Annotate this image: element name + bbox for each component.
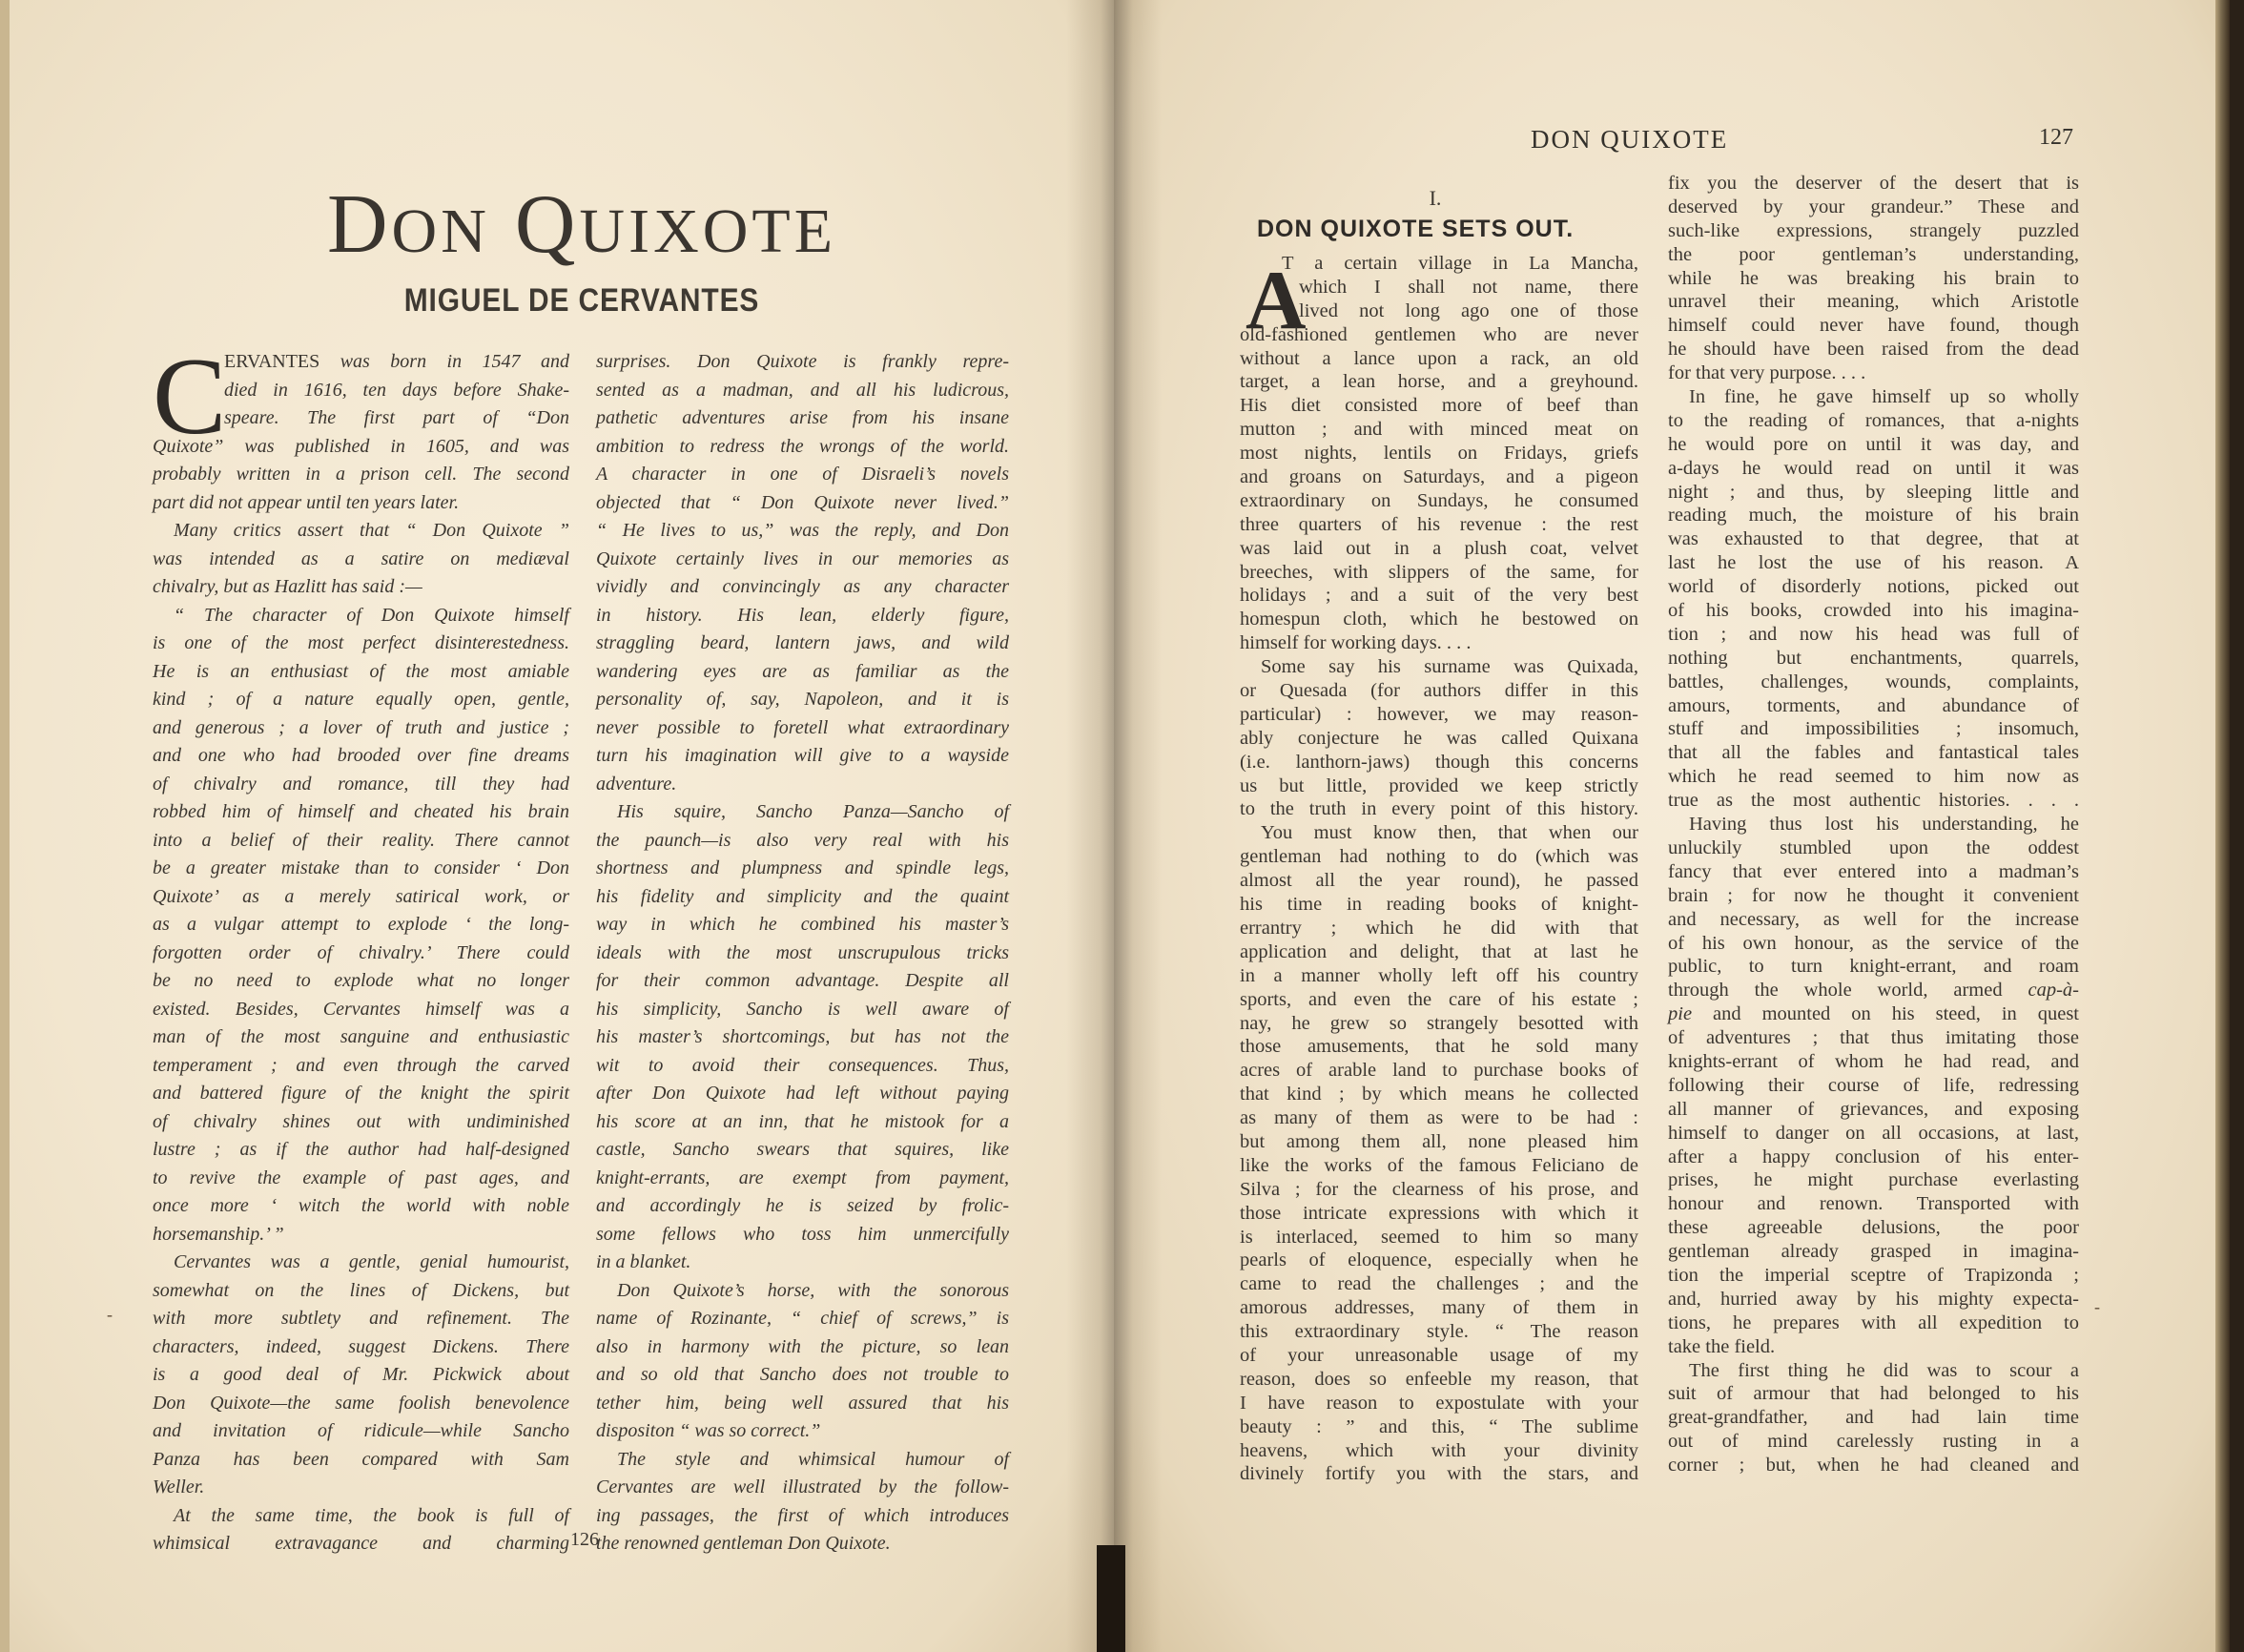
text-line: the paunch—is also very real with his: [596, 829, 1009, 851]
text-line: heavens, which with your divinity: [1240, 1439, 1638, 1461]
text-line: ERVANTES was born in 1547 and: [224, 351, 569, 372]
text-line: these agreeable delusions, the poor: [1668, 1217, 2079, 1239]
text-line: breeches, with slippers of the same, for: [1240, 561, 1638, 583]
text-line: Quixote certainly lives in our memories as: [596, 547, 1009, 569]
text-line: existed. Besides, Cervantes himself was a: [153, 998, 569, 1020]
text-line: dispositon “ was so correct.”: [596, 1420, 821, 1441]
text-line: his time in reading books of knight-: [1240, 894, 1638, 916]
text-line: almost all the year round), he passed: [1240, 870, 1638, 892]
text-line: of his own honour, as the service of the: [1668, 932, 2079, 954]
text-line: name of Rozinante, “ chief of screws,” is: [596, 1308, 1009, 1329]
text-line: turn his imagination will give to a wayside: [596, 745, 1009, 766]
text-line: or Quesada (for authors differ in this: [1240, 680, 1638, 702]
text-line: acres of arable land to purchase books of: [1240, 1060, 1638, 1082]
text-line: in a manner wholly left off his country: [1240, 964, 1638, 986]
text-line: died in 1616, ten days before Shake-: [224, 379, 569, 401]
text-line: out of mind carelessly rusting in a: [1668, 1431, 2079, 1453]
text-line: of chivalry and romance, till they had: [153, 773, 569, 795]
text-line: gentleman already grasped in imagina-: [1668, 1241, 2079, 1263]
text-line: never possible to foretell what extraordinary: [596, 716, 1009, 738]
title-smallcaps-on: ON: [391, 196, 490, 266]
text-line: once more ‘ witch the world with noble: [153, 1195, 569, 1216]
text-line: last he lost the use of his reason. A: [1668, 552, 2079, 574]
right-page-column-1: [1240, 252, 1638, 1486]
text-line: ambition to redress the wrongs of the world.: [596, 435, 1009, 457]
text-line: “ The character of Don Quixote himself: [174, 604, 569, 626]
text-line: and battered figure of the knight the spirit: [153, 1083, 569, 1104]
text-line: true as the most authentic histories. . . .: [1668, 790, 2079, 812]
text-line: for that very purpose. . . .: [1668, 362, 1866, 384]
text-line: with more subtlety and refinement. The: [153, 1308, 569, 1329]
text-line: gentleman had nothing to do (which was: [1240, 846, 1638, 868]
text-line: I have reason to expostulate with your: [1240, 1392, 1638, 1414]
text-line: shortness and plumpness and spindle legs,: [596, 857, 1009, 878]
text-line: Quixote’ as a merely satirical work, or: [153, 885, 569, 907]
text-line: fix you the deserver of the desert that is: [1668, 173, 2079, 194]
text-line: himself for working days. . . .: [1240, 632, 1472, 654]
text-line: came to read the challenges ; and the: [1240, 1273, 1638, 1295]
text-line: and, hurried away by his mighty expecta-: [1668, 1288, 2079, 1310]
text-line: Panza has been compared with Sam: [153, 1448, 569, 1470]
text-line: (i.e. lanthorn-jaws) though this concerns: [1240, 751, 1638, 773]
text-line: You must know then, that when our: [1261, 822, 1638, 844]
text-line: temperament ; and even through the carved: [153, 1054, 569, 1076]
text-line: was exhausted to that degree, that at: [1668, 528, 2079, 550]
margin-mark: -: [107, 1305, 113, 1324]
text-line: old-fashioned gentlemen who are never: [1240, 323, 1638, 345]
text-line: sented as a madman, and all his ludicrous,: [596, 379, 1009, 401]
text-line: nay, he grew so strangely besotted with: [1240, 1012, 1638, 1034]
text-line: and generous ; a lover of truth and justice ;: [153, 716, 569, 738]
text-line: that kind ; by which means he collected: [1240, 1084, 1638, 1105]
text-line: himself to danger on all occasions, at last,: [1668, 1122, 2079, 1144]
text-line: his master’s shortcomings, but has not the: [596, 1026, 1009, 1047]
text-line: prises, he might purchase everlasting: [1668, 1169, 2079, 1191]
text-line: beauty : ” and this, “ The sublime: [1240, 1415, 1638, 1437]
text-line: Don Quixote—the same foolish benevolence: [153, 1392, 569, 1414]
text-line: amours, torments, and abundance of: [1668, 694, 2079, 716]
text-line: and accordingly he is seized by frolic-: [596, 1195, 1009, 1216]
text-line: but among them all, none pleased him: [1240, 1130, 1638, 1152]
text-line: ideals with the most unscrupulous tricks: [596, 941, 1009, 963]
text-line: objected that “ Don Quixote never lived.”: [596, 491, 1009, 513]
text-line: Many critics assert that “ Don Quixote ”: [174, 520, 569, 541]
text-line: homespun cloth, which he bestowed on: [1240, 609, 1638, 630]
page-edge: [2215, 0, 2230, 1652]
text-line: knights-errant of whom he had read, and: [1668, 1050, 2079, 1072]
text-line: part did not appear until ten years later.: [153, 491, 460, 513]
text-line: vividly and convincingly as any character: [596, 576, 1009, 597]
text-line: wit to avoid their consequences. Thus,: [596, 1054, 1009, 1076]
text-line: His squire, Sancho Panza—Sancho of: [617, 801, 1009, 822]
text-line: probably written in a prison cell. The second: [153, 464, 569, 485]
book-gutter-shadow: [1097, 1545, 1125, 1652]
text-line: tion the imperial sceptre of Trapizonda ;: [1668, 1264, 2079, 1286]
title-initial-d: D: [326, 178, 392, 271]
text-line: The first thing he did was to scour a: [1689, 1359, 2079, 1381]
margin-mark: -: [2094, 1297, 2100, 1316]
text-line: such-like expressions, strangely puzzled: [1668, 219, 2079, 241]
right-page-column-2: [1668, 172, 2079, 1477]
chapter-title: DON QUIXOTE SETS OUT.: [1257, 216, 1575, 242]
page-number-right: 127: [2039, 125, 2073, 150]
text-line: is interlaced, seemed to him so many: [1240, 1226, 1638, 1248]
text-line: In fine, he gave himself up so wholly: [1689, 386, 2079, 408]
text-line: which I shall not name, there: [1299, 276, 1638, 298]
italic-phrase: cap-à-: [2028, 980, 2079, 1002]
dropcap-a: A: [1246, 255, 1307, 347]
text-line: Cervantes are well illustrated by the follow-: [596, 1476, 1009, 1497]
text-line: horsemanship.’ ”: [153, 1223, 284, 1245]
text-line: A character in one of Disraeli’s novels: [596, 464, 1009, 485]
text-line: knight-errants, are exempt from payment,: [596, 1167, 1009, 1188]
text-line: pie and mounted on his steed, in quest: [1668, 1003, 2079, 1025]
text-line: He is an enthusiast of the most amiable: [153, 660, 569, 682]
title-initial-q: Q: [514, 178, 580, 271]
text-line: for their common advantage. Despite all: [596, 970, 1009, 991]
text-line: as many of them as were to be had :: [1240, 1107, 1638, 1129]
text-line: At the same time, the book is full of: [174, 1504, 569, 1526]
text-line: after a happy conclusion of his enter-: [1668, 1146, 2079, 1167]
text-line: is a good deal of Mr. Pickwick about: [153, 1364, 569, 1385]
text-line: brain ; for now he thought it convenient: [1668, 884, 2079, 906]
text-line: this extraordinary style. “ The reason: [1240, 1321, 1638, 1343]
text-line: Having thus lost his understanding, he: [1689, 814, 2079, 836]
text-line: some fellows who toss him unmercifully: [596, 1223, 1009, 1245]
text-line: and one who had brooded over fine dreams: [153, 745, 569, 766]
text-line: to the reading of romances, that a-nights: [1668, 409, 2079, 431]
text-line: forgotten order of chivalry.’ There could: [153, 941, 569, 963]
text-line: following their course of life, redressing: [1668, 1074, 2079, 1096]
left-page-column-2: [596, 348, 1009, 1559]
smallcaps-word: ERVANTES: [224, 351, 320, 372]
text-line: while he was breaking his brain to: [1668, 267, 2079, 289]
text-line: wandering eyes are as familiar as the: [596, 660, 1009, 682]
text-line: deserved by your grandeur.” These and: [1668, 196, 2079, 217]
text-line: amorous addresses, many of them in: [1240, 1297, 1638, 1319]
text-line: he would pore on until it was day, and: [1668, 433, 2079, 455]
text-line: mutton ; and with minced meat on: [1240, 419, 1638, 441]
text-line: after Don Quixote had left without paying: [596, 1083, 1009, 1104]
text-line: to revive the example of past ages, and: [153, 1167, 569, 1188]
chapter-number: I.: [1429, 186, 1442, 210]
page-number-left: 126: [570, 1529, 599, 1550]
text-line: suit of armour that had belonged to his: [1668, 1383, 2079, 1405]
text-line: Some say his surname was Quixada,: [1261, 656, 1638, 678]
text-line: His diet consisted more of beef than: [1240, 395, 1638, 417]
text-line: ing passages, the first of which introduces: [596, 1504, 1009, 1526]
text-line: unluckily stumbled upon the oddest: [1668, 836, 2079, 858]
text-line: chivalry, but as Hazlitt has said :—: [153, 576, 422, 597]
text-line: “ He lives to us,” was the reply, and Don: [596, 520, 1009, 541]
text-line: great-grandfather, and had lain time: [1668, 1407, 2079, 1429]
text-line: those amusements, that he sold many: [1240, 1036, 1638, 1058]
text-line: somewhat on the lines of Dickens, but: [153, 1279, 569, 1301]
text-line: Quixote” was published in 1605, and was: [153, 435, 569, 457]
text-line: speare. The first part of “Don: [224, 407, 569, 428]
text-line: was intended as a satire on mediæval: [153, 547, 569, 569]
text-line: surprises. Don Quixote is frankly repre-: [596, 351, 1009, 372]
text-line: be a greater mistake than to consider ‘ Don: [153, 857, 569, 878]
text-line: man of the most sanguine and enthusiastic: [153, 1026, 569, 1047]
dropcap-c: C: [153, 336, 227, 458]
title-smallcaps-uixote: UIXOTE: [579, 196, 837, 266]
text-line: and invitation of ridicule—while Sancho: [153, 1420, 569, 1441]
text-line: tether him, being well assured that his: [596, 1392, 1009, 1414]
text-line: was laid out in a plush coat, velvet: [1240, 537, 1638, 559]
text-line: target, a lean horse, and a greyhound.: [1240, 371, 1638, 393]
text-line: in history. His lean, elderly figure,: [596, 604, 1009, 626]
text-line: the poor gentleman’s understanding,: [1668, 243, 2079, 265]
running-head: DON QUIXOTE: [1531, 125, 1729, 154]
text-line: ably conjecture he was called Quixana: [1240, 727, 1638, 749]
text-line: kind ; of a nature equally open, gentle,: [153, 689, 569, 710]
text-line: most nights, lentils on Fridays, griefs: [1240, 443, 1638, 465]
text-line: battles, challenges, wounds, complaints,: [1668, 671, 2079, 692]
text-line: take the field.: [1668, 1335, 1776, 1357]
text-line: extraordinary on Sundays, he consumed: [1240, 489, 1638, 511]
text-line: personality of, say, Napoleon, and it is: [596, 689, 1009, 710]
text-line: and groans on Saturdays, and a pigeon: [1240, 466, 1638, 488]
text-line: tions, he prepares with all expedition to: [1668, 1311, 2079, 1333]
page-title: [277, 176, 887, 273]
text-line: Silva ; for the clearness of his prose, and: [1240, 1178, 1638, 1200]
text-line: night ; and thus, by sleeping little and: [1668, 481, 2079, 503]
text-line: lustre ; as if the author had half-designed: [153, 1139, 569, 1160]
text-line: castle, Sancho swears that squires, like: [596, 1139, 1009, 1160]
text-line: robbed him of himself and cheated his brain: [153, 801, 569, 822]
text-line: which he read seemed to him now as: [1668, 766, 2079, 788]
text-line: particular) : however, we may reason-: [1240, 703, 1638, 725]
text-line: lived not long ago one of those: [1299, 299, 1638, 321]
text-line: T a certain village in La Mancha,: [1282, 253, 1638, 274]
text-line: honour and renown. Transported with: [1668, 1193, 2079, 1215]
text-line: unravel their meaning, which Aristotle: [1668, 291, 2079, 313]
text-line: world of disorderly notions, picked out: [1668, 576, 2079, 598]
text-line: divinely fortify you with the stars, and: [1240, 1463, 1638, 1485]
text-line: whimsical extravagance and charming: [153, 1533, 569, 1554]
text-line: of your unreasonable usage of my: [1240, 1344, 1638, 1366]
text-line: a-days he would read on until it was: [1668, 457, 2079, 479]
text-line: his simplicity, Sancho is well aware of: [596, 998, 1009, 1020]
text-line: is one of the most perfect disinterestedness.: [153, 632, 569, 653]
text-line: the renowned gentleman Don Quixote.: [596, 1533, 891, 1554]
text-line: also in harmony with the picture, so lean: [596, 1335, 1009, 1357]
left-page-column-1: [153, 336, 569, 1559]
text-line: and necessary, as well for the increase: [1668, 908, 2079, 930]
italic-phrase: pie: [1668, 1003, 1693, 1025]
text-line: stuff and impossibilities ; insomuch,: [1668, 718, 2079, 740]
text-line: pathetic adventures arise from his insane: [596, 407, 1009, 428]
text-line: through the whole world, armed cap-à-: [1668, 980, 2079, 1002]
text-line: Weller.: [153, 1476, 205, 1497]
text-line: adventure.: [596, 773, 677, 795]
text-line: into a belief of their reality. There cannot: [153, 829, 569, 851]
text-line: corner ; but, when he had cleaned and: [1668, 1455, 2079, 1476]
text-line: in a blanket.: [596, 1251, 691, 1272]
text-line: be no need to explode what no longer: [153, 970, 569, 991]
text-line: public, to turn knight-errant, and roam: [1668, 956, 2079, 978]
text-line: straggling beard, lantern jaws, and wild: [596, 632, 1009, 653]
text-line: The style and whimsical humour of: [617, 1448, 1009, 1470]
text-line: application and delight, that at last he: [1240, 940, 1638, 962]
text-line: reason, does so enfeeble my reason, that: [1240, 1368, 1638, 1390]
text-line: all manner of grievances, and exposing: [1668, 1098, 2079, 1120]
text-line: his score at an inn, that he mistook for a: [596, 1110, 1009, 1132]
text-line: like the works of the famous Feliciano de: [1240, 1154, 1638, 1176]
text-line: Don Quixote’s horse, with the sonorous: [617, 1279, 1009, 1301]
text-line: reading much, the moisture of his brain: [1668, 505, 2079, 527]
text-line: sports, and even the care of his estate ;: [1240, 988, 1638, 1010]
text-line: his fidelity and simplicity and the quaint: [596, 885, 1009, 907]
text-line: as a vulgar attempt to explode ‘ the long-: [153, 914, 569, 935]
text-line: way in which he combined his master’s: [596, 914, 1009, 935]
text-line: Cervantes was a gentle, genial humourist,: [174, 1251, 569, 1272]
text-line: of his books, crowded into his imagina-: [1668, 600, 2079, 622]
text-line: three quarters of his revenue : the rest: [1240, 513, 1638, 535]
text-line: those intricate expressions with which it: [1240, 1202, 1638, 1224]
text-line: to the truth in every point of this history.: [1240, 798, 1638, 820]
text-line: fancy that ever entered into a madman’s: [1668, 860, 2079, 882]
text-line: himself could never have found, though: [1668, 315, 2079, 337]
text-line: that all the fables and fantastical tales: [1668, 742, 2079, 764]
text-line: without a lance upon a rack, an old: [1240, 347, 1638, 369]
text-line: pearls of eloquence, especially when he: [1240, 1249, 1638, 1271]
text-line: and so old that Sancho does not trouble to: [596, 1364, 1009, 1385]
author-name: MIGUEL DE CERVANTES: [403, 282, 760, 319]
text-line: holidays ; and a suit of the very best: [1240, 585, 1638, 607]
text-line: tion ; and now his head was full of: [1668, 623, 2079, 645]
text-line: he should have been raised from the dead: [1668, 339, 2079, 361]
text-line: nothing but enchantments, quarrels,: [1668, 647, 2079, 669]
text-line: us but little, provided we keep strictly: [1240, 774, 1638, 796]
text-line: characters, indeed, suggest Dickens. There: [153, 1335, 569, 1357]
text-line: of adventures ; that thus imitating those: [1668, 1027, 2079, 1049]
text-line: of chivalry shines out with undiminished: [153, 1110, 569, 1132]
text-line: errantry ; which he did with that: [1240, 917, 1638, 939]
